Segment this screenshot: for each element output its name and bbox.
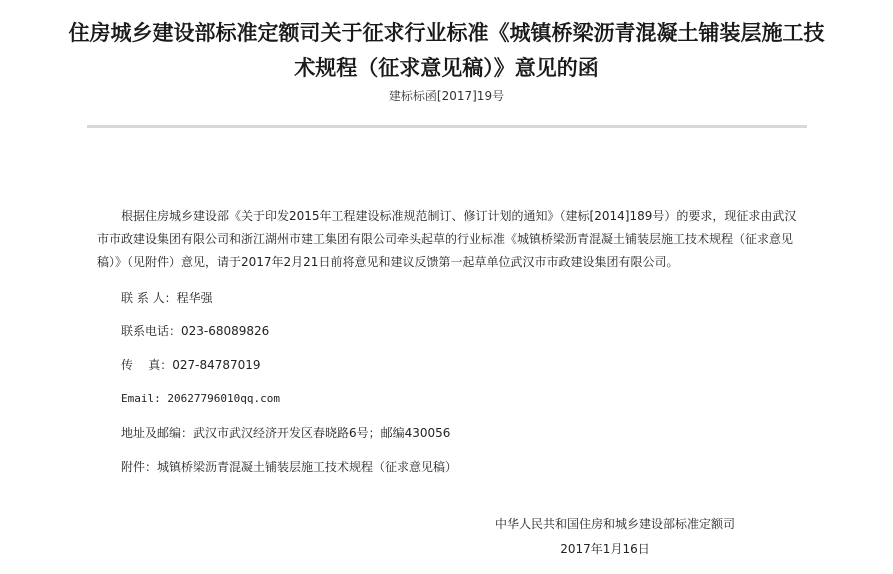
document-number: 建标标函[2017]19号 — [388, 89, 505, 103]
contact-fax: 传 真：027-84787019 — [121, 358, 261, 372]
contact-phone: 联系电话：023-68089826 — [121, 324, 270, 338]
contact-address: 地址及邮编：武汉市武汉经济开发区春晓路6号；邮编430056 — [121, 426, 451, 440]
contact-email: Email: 20627796010qq.com — [121, 392, 280, 405]
issuing-organization: 中华人民共和国住房和城乡建设部标准定额司 — [494, 517, 735, 531]
title-divider — [87, 125, 807, 128]
contact-person: 联 系 人：程华强 — [121, 291, 213, 305]
body-paragraph: 根据住房城乡建设部《关于印发2015年工程建设标准规范制订、修订计划的通知》（建标[2014]189号）的要求，现征求由武汉市市政建设集团有限公司和浙江湖州市建工集团有限公司牵头起草的行业标准《城镇桥梁沥青混凝土铺装层施工技术规程（征求意见稿）》（见附件）意见，请于2017年2月21日前将意见和建议反馈第一起草单位武汉市市政建设集团有限公司。 — [97, 209, 797, 269]
document-title-line-2: 术规程（征求意见稿）》意见的函 — [294, 55, 599, 80]
document-title-line-1: 住房城乡建设部标准定额司关于征求行业标准《城镇桥梁沥青混凝土铺装层施工技 — [68, 20, 825, 45]
attachment-line: 附件：城镇桥梁沥青混凝土铺装层施工技术规程（征求意见稿） — [121, 460, 458, 474]
issue-date: 2017年1月16日 — [560, 542, 650, 556]
